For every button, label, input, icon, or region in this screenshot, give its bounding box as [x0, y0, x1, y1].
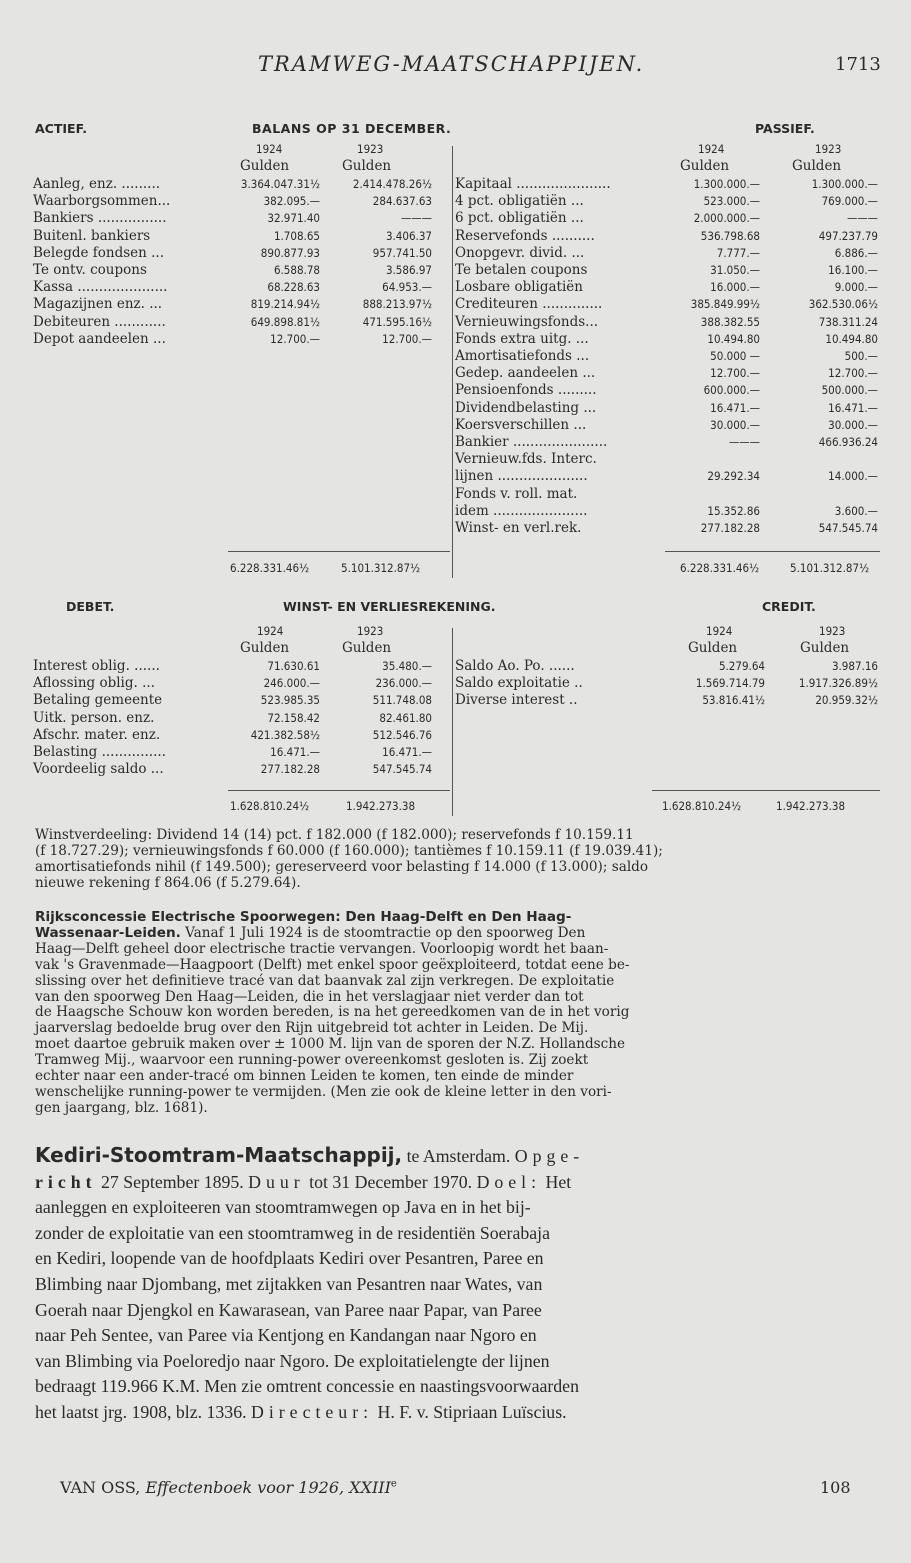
kediri-location: te Amsterdam.: [402, 1146, 515, 1166]
kediri-line: aanleggen en exploiteeren van stoomtramwegen op Java en in het bij-: [35, 1197, 531, 1218]
actief-value-1923: 12.700.—: [382, 331, 432, 346]
passief-value-1924: 523.000.—: [703, 194, 760, 209]
wv-total-right-1924: 1.628.810.24½: [662, 799, 742, 813]
debet-value-1924: 277.182.28: [260, 762, 320, 777]
credit-item-name: Saldo Ao. Po. ......: [455, 658, 575, 674]
debet-value-1924: 523.985.35: [260, 693, 320, 708]
passief-value-1923: ———: [846, 211, 878, 226]
passief-value-1923: 14.000.—: [828, 469, 878, 484]
kediri-opgericht-label: Opge-: [514, 1146, 585, 1166]
wv-unit-right-2: Gulden: [800, 640, 850, 656]
passief-item-name: idem ......................: [455, 502, 588, 519]
passief-item-name: Vernieuw.fds. Interc.: [455, 451, 597, 468]
passief-value-1924: [630, 486, 760, 503]
passief-item-name: Fonds extra uitg. ...: [455, 330, 589, 347]
winstverdeeling-line: nieuwe rekening f 864.06 (f 5.279.64).: [35, 874, 301, 891]
credit-item-name: Diverse interest ..: [455, 692, 578, 709]
winstverdeeling-line: Winstverdeeling: Dividend 14 (14) pct. f 182.000 (f 182.000); reservefonds f 10.159.11: [35, 827, 634, 843]
actief-item-name: Waarborgsommen...: [33, 193, 171, 210]
rijksconcessie-line: gen jaargang, blz. 1681).: [35, 1099, 208, 1116]
debet-value-1924: 246.000.—: [263, 676, 320, 691]
rijksconcessie-paragraph: [35, 910, 878, 1117]
debet-value-1924: 72.158.42: [267, 710, 320, 725]
balans-total-left-1923: 5.101.312.87½: [341, 561, 421, 575]
passief-value-1924: 15.352.86: [707, 503, 760, 518]
balans-unit-left-1: Gulden: [240, 158, 290, 174]
balans-unit-right-2: Gulden: [792, 158, 842, 174]
wv-year-1924-right: 1924: [706, 624, 733, 638]
kediri-founding-date: 27 September 1895.: [96, 1171, 249, 1192]
actief-value-1924: 649.898.81½: [250, 314, 320, 329]
passief-value-1923: 16.100.—: [828, 263, 878, 277]
debet-value-1923: 236.000.—: [375, 676, 432, 691]
rijksconcessie-line: jaarverslag bedoelde brug over den Rijn uitgebreid tot achter in Leiden. De Mij.: [35, 1020, 589, 1037]
balans-unit-right-1: Gulden: [680, 158, 730, 174]
passief-value-1923: 500.000.—: [821, 383, 878, 398]
passief-value-1924: 1.300.000.—: [693, 177, 760, 191]
credit-item-name: Saldo exploitatie ..: [455, 675, 583, 692]
passief-value-1923: 16.471.—: [828, 400, 878, 415]
balans-divider: [452, 146, 453, 578]
rijksconcessie-line: wenschelijke running-power te vermijden. (Men zie ook de kleine letter in den vori-: [35, 1083, 612, 1100]
debet-value-1924: 16.471.—: [270, 745, 320, 759]
wv-divider: [452, 628, 453, 816]
balans-year-1924-left: 1924: [256, 142, 283, 156]
balans-unit-left-2: Gulden: [342, 158, 392, 174]
passief-item-name: 6 pct. obligatiën ...: [455, 210, 584, 227]
kediri-directeur-label: Directeur:: [250, 1401, 374, 1422]
actief-value-1924: 890.877.93: [260, 245, 320, 260]
rijksconcessie-line: Vanaf 1 Juli 1924 is de stoomtractie op den spoorweg Den: [180, 924, 586, 941]
passief-value-1924: 30.000.—: [710, 417, 760, 432]
passief-value-1924: 536.798.68: [700, 228, 760, 243]
passief-item-name: 4 pct. obligatiën ...: [455, 193, 584, 210]
debet-value-1923: 35.480.—: [382, 659, 432, 673]
passief-value-1924: 31.050.—: [710, 263, 760, 277]
kediri-line: zonder de exploitatie van een stoomtramweg in de residentiën Soerabaja: [35, 1222, 550, 1243]
wv-unit-right-1: Gulden: [688, 640, 738, 656]
wv-total-rule-right: [652, 790, 880, 791]
kediri-doel-start: Het: [541, 1171, 572, 1192]
credit-value-1923: 1.917.326.89½: [798, 676, 878, 691]
wv-title: WINST- EN VERLIESREKENING.: [283, 599, 496, 614]
passief-value-1923: 769.000.—: [821, 194, 878, 209]
footer-signature: 108: [820, 1478, 851, 1497]
wv-total-rule-left: [228, 790, 450, 791]
passief-item-name: Dividendbelasting ...: [455, 399, 597, 416]
actief-value-1923: 284.637.63: [372, 194, 432, 209]
passief-value-1924: 385.849.99½: [690, 297, 760, 312]
rijksconcessie-line: slissing over het definitieve tracé van dat baanvak zal zijn verkregen. De exploitatie: [35, 972, 615, 989]
kediri-line: Goerah naar Djengkol en Kawarasean, van Paree naar Papar, van Paree: [35, 1299, 542, 1320]
passief-item-name: Bankier ......................: [455, 434, 608, 450]
balans-total-right-1923: 5.101.312.87½: [790, 561, 870, 575]
debet-value-1924: 421.382.58½: [250, 727, 320, 742]
kediri-line: Blimbing naar Djombang, met zijtakken van Pesantren naar Wates, van: [35, 1273, 543, 1294]
actief-value-1923: 3.406.37: [385, 228, 432, 243]
rijksconcessie-line: Tramweg Mij., waarvoor een running-power overeenkomst gesloten is. Zij zoekt: [35, 1052, 589, 1069]
wv-year-1923-right: 1923: [819, 624, 846, 638]
page-number: 1713: [835, 54, 881, 75]
debet-item-name: Aflossing oblig. ...: [33, 675, 155, 692]
balans-year-1923-left: 1923: [357, 142, 384, 156]
passief-value-1923: 497.237.79: [818, 228, 878, 243]
kediri-line: van Blimbing via Poeloredjo naar Ngoro. De exploitatielengte der lijnen: [35, 1350, 550, 1371]
credit-value-1923: 20.959.32½: [815, 693, 878, 708]
footer-source: [60, 1478, 397, 1497]
actief-item-name: Buitenl. bankiers: [33, 227, 151, 244]
kediri-line: en Kediri, loopende van de hoofdplaats Kediri over Pesantren, Paree en: [35, 1248, 544, 1269]
passief-item-name: lijnen .....................: [455, 468, 588, 485]
balans-year-1923-right: 1923: [815, 142, 842, 156]
passief-item-name: Fonds v. roll. mat.: [455, 485, 578, 502]
actief-value-1923: 957.741.50: [372, 245, 432, 260]
passief-value-1924: 29.292.34: [707, 469, 760, 484]
passief-item-name: Reservefonds ..........: [455, 227, 595, 244]
balans-title: BALANS OP 31 DECEMBER.: [252, 121, 452, 136]
passief-value-1924: 2.000.000.—: [693, 211, 760, 226]
actief-value-1923: 3.586.97: [385, 263, 432, 277]
actief-value-1924: 12.700.—: [270, 331, 320, 346]
wv-year-1924-left: 1924: [257, 624, 284, 638]
passief-item-name: Pensioenfonds .........: [455, 382, 597, 399]
kediri-directeur-name: H. F. v. Stipriaan Luïscius.: [373, 1401, 567, 1422]
actief-value-1924: 1.708.65: [273, 228, 320, 243]
credit-value-1924: 1.569.714.79: [695, 676, 765, 691]
rijksconcessie-line: echter naar een ander-tracé om binnen Leiden te komen, ten einde de minder: [35, 1068, 574, 1085]
kediri-duur-label: Duur: [248, 1171, 305, 1192]
passief-value-1923: 10.494.80: [825, 331, 878, 346]
passief-value-1923: 30.000.—: [828, 417, 878, 432]
debet-item-name: Betaling gemeente: [33, 692, 163, 709]
actief-value-1924: 3.364.047.31½: [240, 177, 320, 191]
actief-value-1923: 2.414.478.26½: [352, 177, 432, 191]
balans-year-1924-right: 1924: [698, 142, 725, 156]
passief-value-1923: 3.600.—: [834, 503, 878, 518]
passief-value-1924: 50.000 —: [710, 349, 760, 363]
debet-item-name: Uitk. person. enz.: [33, 709, 155, 726]
credit-value-1923: 3.987.16: [831, 659, 878, 673]
debet-value-1923: 547.545.74: [372, 762, 432, 777]
actief-item-name: Debiteuren ............: [33, 313, 166, 330]
rijksconcessie-line: de Haagsche Schouw kon worden bereden, is na het gereedkomen van de in het vorig: [35, 1004, 630, 1021]
credit-label: CREDIT.: [762, 599, 816, 614]
passief-value-1924: 16.471.—: [710, 400, 760, 415]
actief-value-1924: 32.971.40: [267, 211, 320, 226]
actief-value-1923: ———: [400, 211, 432, 226]
wv-total-left-1923: 1.942.273.38: [346, 799, 416, 813]
wv-unit-left-1: Gulden: [240, 640, 290, 656]
winstverdeeling-line: amortisatiefonds nihil (f 149.500); gereserveerd voor belasting f 14.000 (f 13.000); saldo: [35, 858, 649, 875]
passief-value-1923: 547.545.74: [818, 521, 878, 535]
debet-value-1923: 512.546.76: [372, 727, 432, 742]
rijksconcessie-heading-cont: Wassenaar-Leiden.: [35, 924, 181, 941]
passief-value-1924: 16.000.—: [710, 280, 760, 295]
passief-label: PASSIEF.: [755, 121, 815, 136]
passief-item-name: Onopgevr. divid. ...: [455, 244, 585, 261]
rijksconcessie-line: vak 's Gravenmade—Haagpoort (Delft) met enkel spoor geëxploiteerd, totdat eene be-: [35, 956, 630, 973]
balans-total-left-1924: 6.228.331.46½: [230, 561, 310, 575]
kediri-line: het laatst jrg. 1908, blz. 1336.: [35, 1401, 251, 1422]
debet-item-name: Afschr. mater. enz.: [33, 726, 161, 743]
debet-item-name: Interest oblig. ......: [33, 658, 160, 674]
passief-value-1924: 10.494.80: [707, 331, 760, 346]
balans-total-rule-right: [665, 551, 880, 552]
rijksconcessie-line: van den spoorweg Den Haag—Leiden, die in het verslagjaar niet verder dan tot: [35, 988, 584, 1005]
passief-value-1924: 277.182.28: [700, 521, 760, 535]
actief-value-1924: 6.588.78: [273, 263, 320, 277]
actief-value-1924: 819.214.94½: [250, 297, 320, 312]
passief-value-1924: 7.777.—: [716, 245, 760, 260]
passief-value-1923: 362.530.06½: [808, 297, 878, 312]
debet-value-1923: 82.461.80: [379, 710, 432, 725]
actief-item-name: Depot aandeelen ...: [33, 330, 166, 347]
balans-total-right-1924: 6.228.331.46½: [680, 561, 760, 575]
actief-item-name: Belegde fondsen ...: [33, 244, 165, 261]
debet-item-name: Voordeelig saldo ...: [33, 761, 164, 778]
credit-value-1924: 53.816.41½: [702, 693, 765, 708]
wv-year-1923-left: 1923: [357, 624, 384, 638]
passief-value-1923: 9.000.—: [834, 280, 878, 295]
kediri-doel-label: Doel:: [476, 1171, 542, 1192]
passief-value-1923: 1.300.000.—: [811, 177, 878, 191]
passief-value-1924: ———: [728, 435, 760, 449]
passief-value-1924: 12.700.—: [710, 366, 760, 381]
passief-item-name: Winst- en verl.rek.: [455, 520, 582, 536]
actief-item-name: Aanleg, enz. .........: [33, 176, 161, 192]
debet-value-1923: 511.748.08: [372, 693, 432, 708]
actief-value-1923: 888.213.97½: [362, 297, 432, 312]
wv-unit-left-2: Gulden: [342, 640, 392, 656]
kediri-company-name: Kediri-Stoomtram-Maatschappij,: [35, 1143, 403, 1167]
passief-item-name: Koersverschillen ...: [455, 416, 587, 433]
passief-value-1924: 388.382.55: [700, 314, 760, 329]
actief-value-1924: 382.095.—: [263, 194, 320, 209]
passief-item-name: Vernieuwingsfonds...: [455, 313, 599, 330]
kediri-duur-date: tot 31 December 1970.: [304, 1171, 477, 1192]
passief-value-1923: 466.936.24: [818, 435, 878, 449]
debet-value-1924: 71.630.61: [267, 659, 320, 673]
passief-value-1923: 738.311.24: [818, 314, 878, 329]
actief-item-name: Magazijnen enz. ...: [33, 296, 163, 313]
actief-value-1923: 471.595.16½: [362, 314, 432, 329]
rijksconcessie-heading: Rijksconcessie Electrische Spoorwegen: Den Haag-Delft en Den Haag-: [35, 909, 572, 925]
winstverdeeling-line: (f 18.727.29); vernieuwingsfonds f 60.000 (f 160.000); tantièmes f 10.159.11 (f 19.039.41);: [35, 842, 663, 859]
passief-value-1924: [630, 451, 760, 468]
passief-item-name: Amortisatiefonds ...: [455, 348, 590, 364]
kediri-paragraph: [35, 1143, 880, 1426]
actief-value-1923: 64.953.—: [382, 280, 432, 295]
kediri-line: bedraagt 119.966 K.M. Men zie omtrent concessie en naastingsvoorwaarden: [35, 1376, 579, 1397]
rijksconcessie-line: moet daartoe gebruik maken over ± 1000 M. lijn van de sporen der N.Z. Hollandsche: [35, 1036, 626, 1053]
rijksconcessie-line: Haag—Delft geheel door electrische tractie vervangen. Voorloopig wordt het baan-: [35, 940, 609, 957]
debet-value-1923: 16.471.—: [382, 745, 432, 759]
footer-author: VAN OSS,: [60, 1478, 141, 1497]
actief-item-name: Te ontv. coupons: [33, 262, 147, 278]
passief-value-1923: 12.700.—: [828, 366, 878, 381]
wv-total-left-1924: 1.628.810.24½: [230, 799, 310, 813]
passief-value-1923: [748, 486, 878, 503]
passief-item-name: Gedep. aandeelen ...: [455, 365, 596, 382]
footer-book-title: Effectenboek voor 1926, XXIII: [140, 1478, 391, 1497]
credit-value-1924: 5.279.64: [718, 659, 765, 673]
debet-label: DEBET.: [66, 599, 115, 614]
passief-value-1923: 6.886.—: [834, 245, 878, 260]
kediri-opgericht-cont: richt: [35, 1171, 97, 1192]
footer-sup: e: [390, 1478, 397, 1490]
passief-value-1924: 600.000.—: [703, 383, 760, 398]
actief-item-name: Kassa .....................: [33, 279, 168, 296]
passief-item-name: Losbare obligatiën: [455, 279, 583, 296]
passief-item-name: Te betalen coupons: [455, 262, 588, 278]
running-header-title: TRAMWEG-MAATSCHAPPIJEN.: [258, 52, 645, 76]
actief-value-1924: 68.228.63: [267, 280, 320, 295]
wv-total-right-1923: 1.942.273.38: [776, 799, 846, 813]
passief-value-1923: 500.—: [844, 349, 878, 363]
passief-item-name: Kapitaal ......................: [455, 176, 611, 192]
actief-item-name: Bankiers ................: [33, 210, 167, 227]
actief-label: ACTIEF.: [35, 121, 88, 136]
passief-value-1923: [748, 451, 878, 468]
balans-total-rule-left: [228, 551, 450, 552]
winstverdeeling-paragraph: [35, 828, 878, 892]
kediri-line: naar Peh Sentee, van Paree via Kentjong en Kandangan naar Ngoro en: [35, 1325, 537, 1346]
passief-item-name: Crediteuren ..............: [455, 296, 603, 313]
debet-item-name: Belasting ...............: [33, 744, 166, 760]
